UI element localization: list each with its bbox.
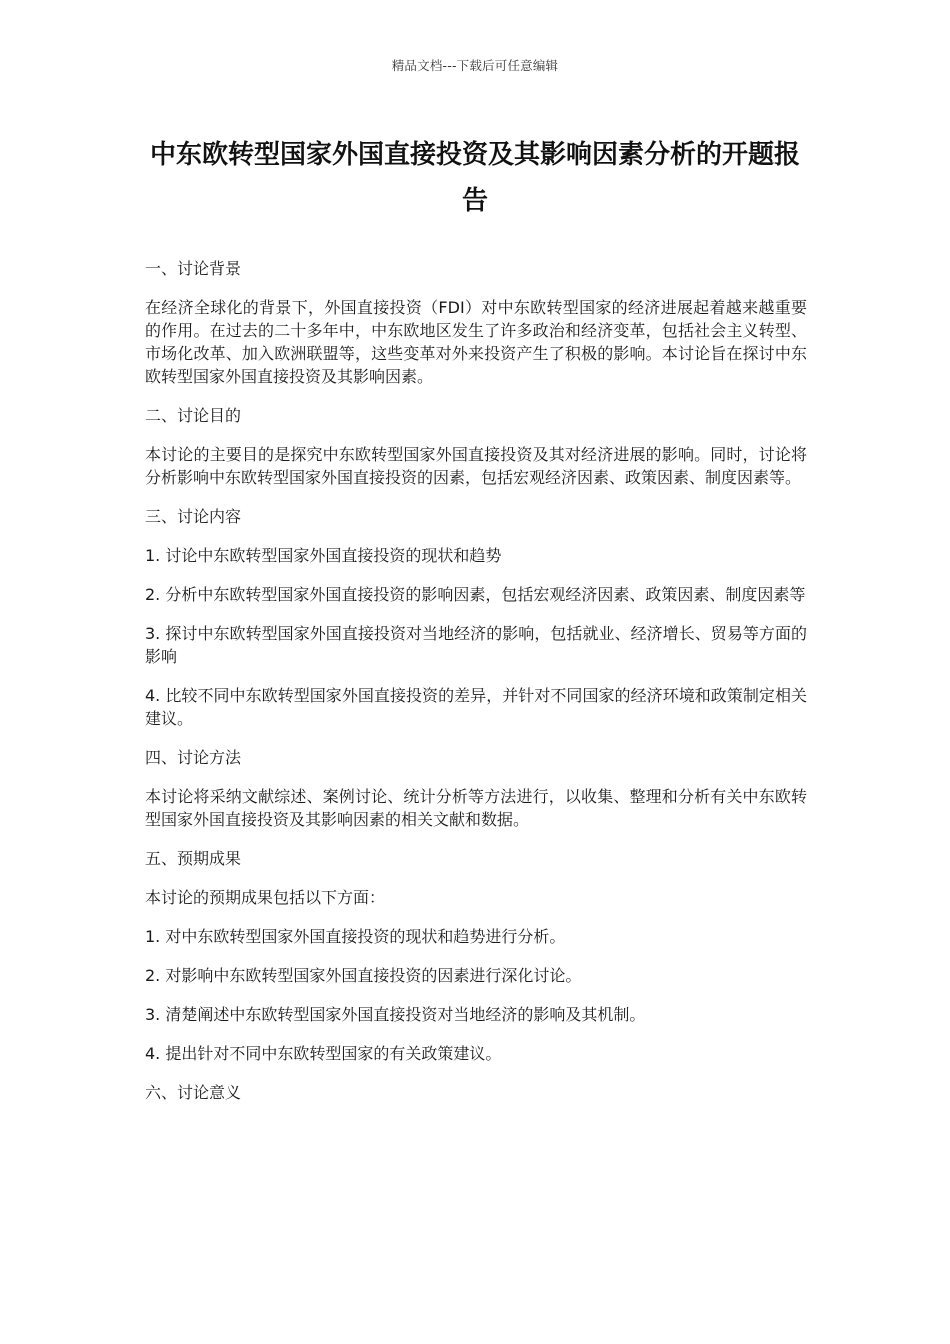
- document-title: 中东欧转型国家外国直接投资及其影响因素分析的开题报告: [149, 140, 800, 216]
- content-item: 1. 讨论中东欧转型国家外国直接投资的现状和趋势: [145, 546, 502, 565]
- results-item: 4. 提出针对不同中东欧转型国家的有关政策建议。: [145, 1044, 502, 1063]
- purpose-paragraph: 本讨论的主要目的是探究中东欧转型国家外国直接投资及其对经济进展的影响。同时，讨论将分析影响中东欧转型国家外国直接投资的因素，包括宏观经济因素、政策因素、制度因素等。: [145, 445, 807, 487]
- results-intro: 本讨论的预期成果包括以下方面：: [145, 888, 386, 907]
- section-heading-background: 一、讨论背景: [145, 259, 242, 278]
- section-heading-content: 三、讨论内容: [145, 507, 242, 526]
- page-header: 精品文档---下载后可任意编辑: [391, 58, 559, 73]
- content-item: 3. 探讨中东欧转型国家外国直接投资对当地经济的影响，包括就业、经济增长、贸易等方面的影响: [145, 624, 807, 666]
- results-item: 2. 对影响中东欧转型国家外国直接投资的因素进行深化讨论。: [145, 966, 582, 985]
- section-heading-method: 四、讨论方法: [145, 748, 242, 767]
- section-heading-significance: 六、讨论意义: [145, 1083, 242, 1102]
- document-body: [145, 257, 807, 1120]
- section-heading-purpose: 二、讨论目的: [145, 406, 242, 425]
- background-paragraph: 在经济全球化的背景下，外国直接投资（FDI）对中东欧转型国家的经济进展起着越来越重要的作用。在过去的二十多年中，中东欧地区发生了许多政治和经济变革，包括社会主义转型、市场化改革、加入欧洲联盟等，这些变革对外来投资产生了积极的影响。本讨论旨在探讨中东欧转型国家外国直接投资及其影响因素。: [145, 298, 807, 386]
- content-item: 2. 分析中东欧转型国家外国直接投资的影响因素，包括宏观经济因素、政策因素、制度因素等: [145, 585, 806, 604]
- method-paragraph: 本讨论将采纳文献综述、案例讨论、统计分析等方法进行，以收集、整理和分析有关中东欧转型国家外国直接投资及其影响因素的相关文献和数据。: [145, 787, 807, 829]
- results-item: 3. 清楚阐述中东欧转型国家外国直接投资对当地经济的影响及其机制。: [145, 1005, 646, 1024]
- content-item: 4. 比较不同中东欧转型国家外国直接投资的差异，并针对不同国家的经济环境和政策制定相关建议。: [145, 686, 807, 728]
- section-heading-results: 五、预期成果: [145, 849, 242, 868]
- results-item: 1. 对中东欧转型国家外国直接投资的现状和趋势进行分析。: [145, 927, 566, 946]
